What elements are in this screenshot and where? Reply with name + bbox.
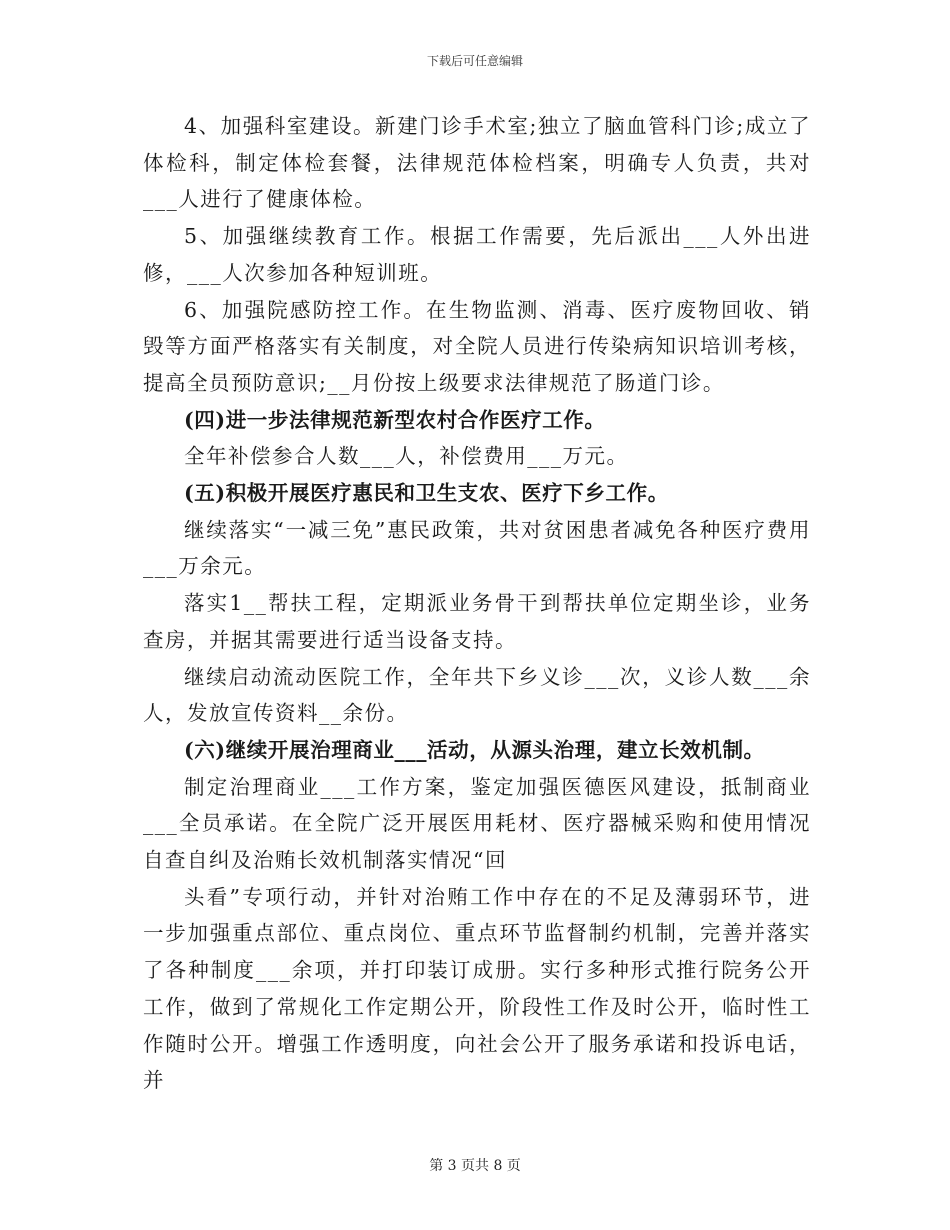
paragraph: 继续启动流动医院工作，全年共下乡义诊___次，义诊人数___余人，发放宣传资料__余份。 bbox=[143, 664, 811, 726]
page-footer: 第 3 页共 8 页 bbox=[429, 1158, 521, 1174]
paragraph: 落实1__帮扶工程，定期派业务骨干到帮扶单位定期坐诊，业务查房，并据其需要进行适当设备支持。 bbox=[143, 591, 811, 652]
paragraph: 全年补偿参合人数___人，补偿费用___万元。 bbox=[184, 444, 629, 469]
page-header: 下载后可任意编辑 bbox=[426, 54, 523, 68]
paragraph: 5、加强继续教育工作。根据工作需要，先后派出___人外出进修，___人次参加各种短训班。 bbox=[143, 224, 811, 285]
section-heading: (六)继续开展治理商业___活动，从源头治理，建立长效机制。 bbox=[184, 737, 765, 762]
paragraph: 制定治理商业___工作方案，鉴定加强医德医风建设，抵制商业___全员承诺。在全院广泛开展医用耗材、医疗器械采购和使用情况自查自纠及治贿长效机制落实情况“回 bbox=[143, 774, 811, 873]
paragraph: 继续落实“一减三免”惠民政策，共对贫困患者减免各种医疗费用___万余元。 bbox=[143, 517, 811, 579]
document-body bbox=[143, 108, 811, 1099]
paragraph: 头看”专项行动，并针对治贿工作中存在的不足及薄弱环节，进一步加强重点部位、重点岗位、重点环节监督制约机制，完善并落实了各种制度___余项，并打印装订成册。实行多种形式推行院务公开工作，做到了常规化工作定期公开，阶段性工作及时公开，临时性工作随时公开。增强工作透明度，向社会公开了服务承诺和投诉电话，并 bbox=[143, 884, 811, 1093]
paragraph: 6、加强院感防控工作。在生物监测、消毒、医疗废物回收、销毁等方面严格落实有关制度，对全院人员进行传染病知识培训考核，提高全员预防意识;__月份按上级要求法律规范了肠道门诊。 bbox=[143, 297, 811, 395]
paragraph: 4、加强科室建设。新建门诊手术室;独立了脑血管科门诊;成立了体检科，制定体检套餐，法律规范体检档案，明确专人负责，共对___人进行了健康体检。 bbox=[143, 114, 811, 212]
section-heading: (五)积极开展医疗惠民和卫生支农、医疗下乡工作。 bbox=[184, 481, 669, 506]
section-heading: (四)进一步法律规范新型农村合作医疗工作。 bbox=[184, 407, 606, 432]
